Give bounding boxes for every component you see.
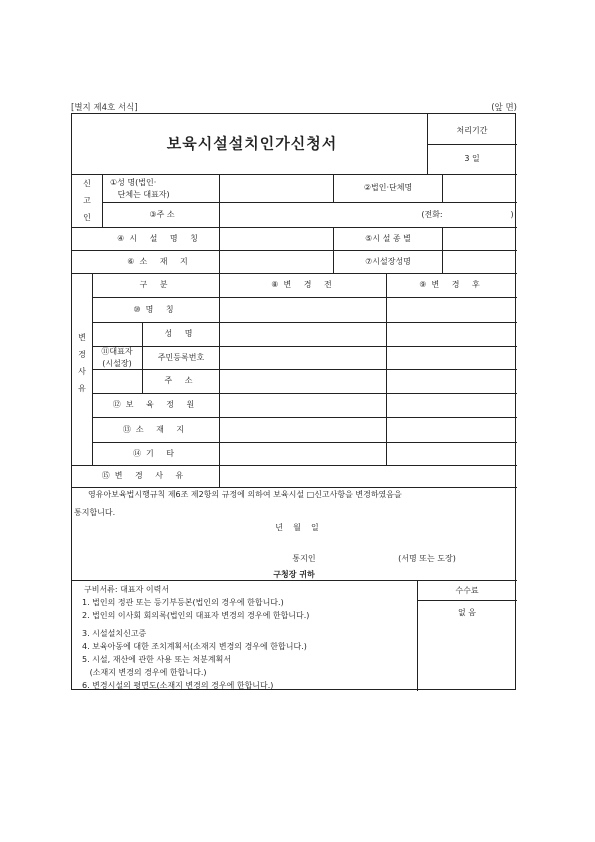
statement-date: 년 월 일 bbox=[275, 523, 319, 532]
address-label: ③주 소 bbox=[149, 210, 175, 219]
documents-heading: 구비서류: 대표자 이력서 bbox=[84, 585, 170, 594]
document-item: 1. 법인의 정관 또는 등기부등본(법인의 경우에 한합니다.) bbox=[82, 598, 284, 607]
change-location-label: ⑬소 재 지 bbox=[122, 425, 190, 434]
processing-period-value: 3 일 bbox=[464, 154, 480, 163]
name-label: ①성 명(법인· 단체는 대표자) bbox=[110, 178, 170, 199]
statement-line-2: 통지합니다. bbox=[74, 508, 116, 517]
corp-name-label: ②법인·단체명 bbox=[363, 183, 413, 192]
fee-value: 없 음 bbox=[458, 608, 476, 617]
rep-name-label: 성 명 bbox=[164, 329, 198, 338]
form-title: 보육시설설치인가신청서 bbox=[166, 134, 338, 153]
capacity-label: ⑫보 육 정 원 bbox=[112, 400, 200, 409]
application-form bbox=[71, 113, 516, 690]
after-column-header: ⑨변 경 후 bbox=[419, 280, 485, 289]
applicant-section-label: 신고인 bbox=[83, 179, 91, 222]
signature-label: (서명 또는 도장) bbox=[398, 554, 456, 563]
fee-label: 수수료 bbox=[455, 586, 479, 595]
statement-line-1: 영유아보육법시행규칙 제6조 제2항의 규정에 의하여 보육시설 □신고사항을 변경하였음을 bbox=[88, 490, 402, 499]
facility-head-label: ⑦시설장성명 bbox=[365, 257, 411, 266]
rep-address-label: 주 소 bbox=[164, 376, 198, 385]
document-item: 6. 변경시설의 평면도(소재지 변경의 경우에 한합니다.) bbox=[82, 681, 274, 690]
category-column-header: 구 분 bbox=[139, 280, 173, 289]
change-section-label: 변경사유 bbox=[78, 333, 86, 393]
processing-period-label: 처리기간 bbox=[456, 126, 488, 135]
document-item: 2. 법인의 이사회 회의록(법인의 대표자 변경의 경우에 한합니다.) bbox=[82, 611, 310, 620]
facility-location-label: ⑥소 재 지 bbox=[127, 257, 193, 266]
facility-name-label: ④시 설 명 칭 bbox=[117, 234, 203, 243]
change-reason-label: ⑮변 경 사 유 bbox=[101, 471, 189, 480]
facility-type-label: ⑤시 설 종 별 bbox=[365, 234, 411, 243]
page-side-label: (앞 면) bbox=[491, 103, 517, 113]
document-item: 3. 시설설치신고증 bbox=[82, 629, 147, 638]
other-label: ⑭기 타 bbox=[133, 449, 179, 458]
document-item: (소재지 변경의 경우에 한합니다.) bbox=[82, 668, 207, 677]
document-item: 5. 시설, 재산에 관한 사용 또는 처분계획서 bbox=[82, 655, 232, 664]
rep-id-label: 주민등록번호 bbox=[157, 353, 205, 362]
document-item: 4. 보육아동에 대한 조치계획서(소재지 변경의 경우에 한합니다.) bbox=[82, 642, 307, 651]
representative-label: ⑪대표자 (시설장) bbox=[101, 347, 133, 368]
before-column-header: ⑧변 경 전 bbox=[271, 280, 337, 289]
phone-label: (전화: bbox=[421, 210, 443, 219]
notifier-label: 통지인 bbox=[292, 554, 316, 563]
recipient-label: 구청장 귀하 bbox=[273, 570, 315, 579]
change-name-label: ⑩명 칭 bbox=[133, 305, 179, 314]
form-number: [별지 제4호 서식] bbox=[71, 103, 138, 113]
phone-close: ) bbox=[510, 210, 514, 219]
